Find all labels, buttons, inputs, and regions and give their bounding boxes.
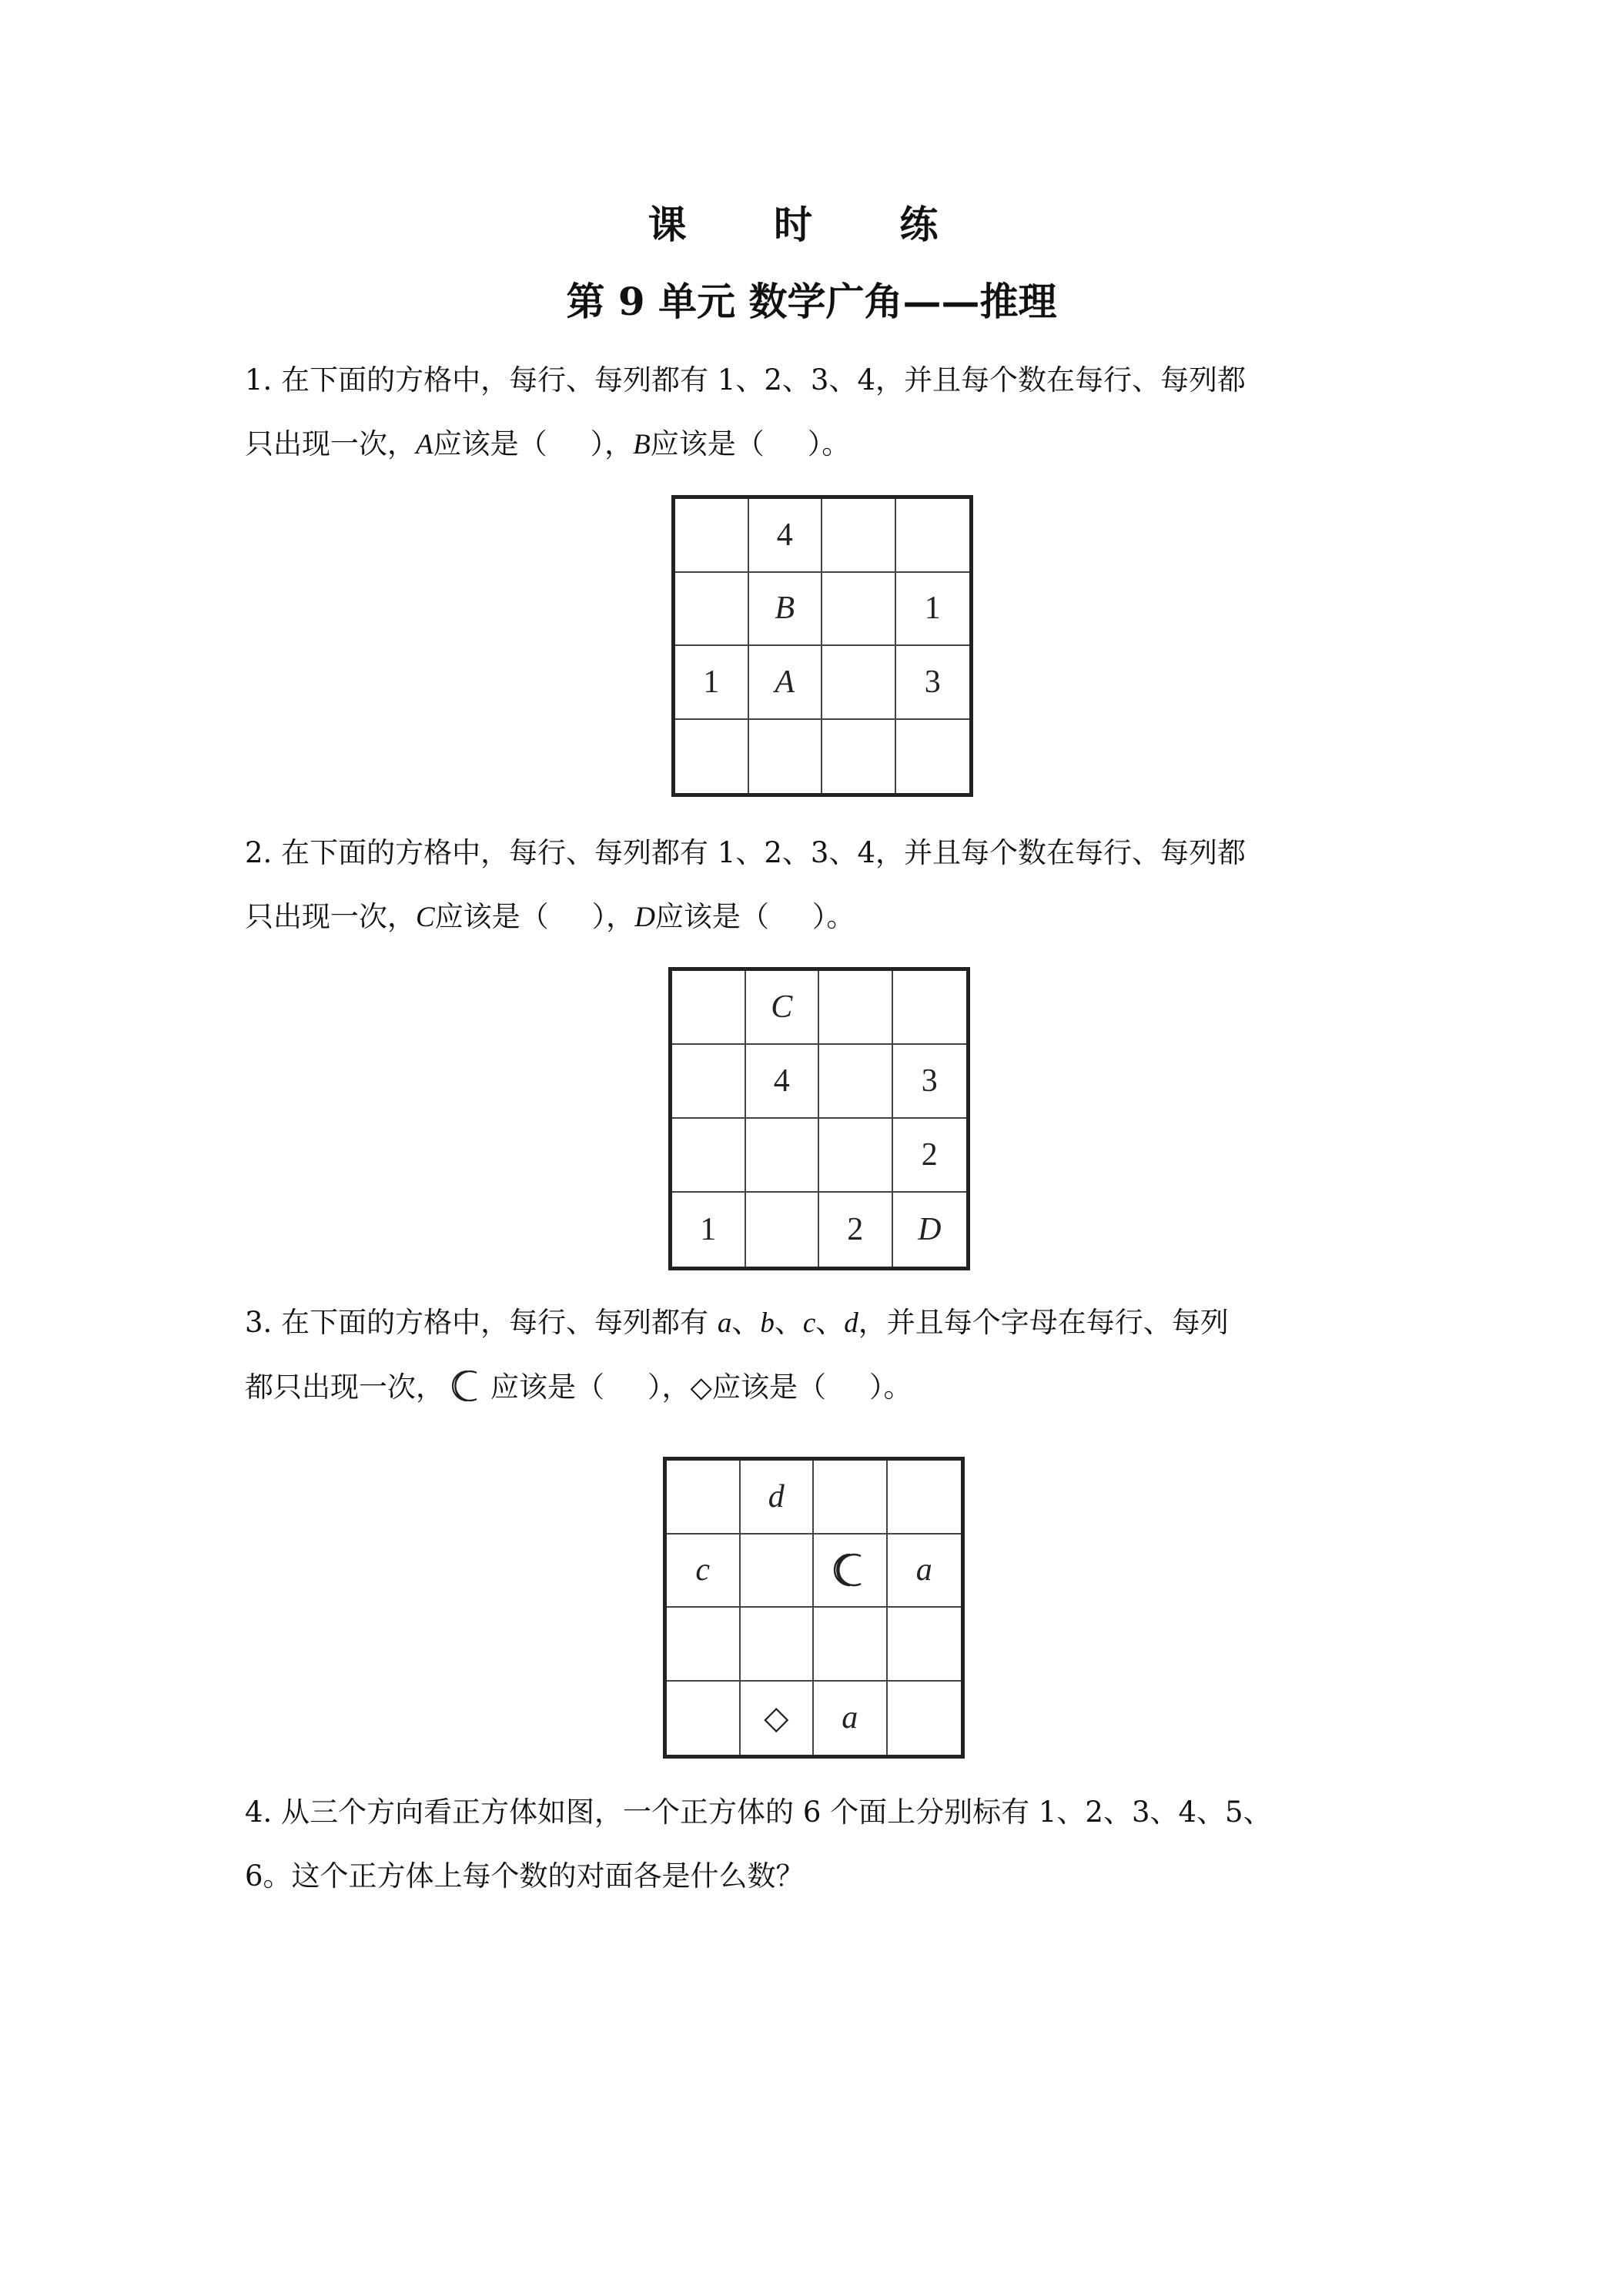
- grid-cell: [814, 1461, 888, 1535]
- grid-cell: [675, 573, 749, 647]
- question-2-line-2: 只出现一次，C应该是（ ），D应该是（ ）。: [245, 900, 855, 933]
- question-3: [245, 1290, 1381, 1425]
- grid-cell: [746, 1193, 820, 1267]
- grid-cell: [888, 1682, 962, 1755]
- question-3-grid: [663, 1457, 965, 1759]
- grid-cell: c: [667, 1535, 741, 1608]
- question-4-line-2: 6。这个正方体上每个数的对面各是什么数？: [245, 1859, 805, 1893]
- grid-cell: [893, 971, 967, 1045]
- grid-cell: 4: [746, 1045, 820, 1119]
- page-title: 课 时 练: [648, 202, 975, 247]
- grid-cell: d: [741, 1461, 815, 1535]
- question-4-line-1: 4. 从三个方向看正方体如图，一个正方体的 6 个面上分别标有 1、2、3、4、5、: [245, 1796, 1272, 1829]
- grid-cell: a: [888, 1535, 962, 1608]
- grid-cell: [675, 499, 749, 573]
- grid-cell: D: [918, 1212, 942, 1247]
- grid-cell: [746, 1119, 820, 1193]
- grid-cell: ◇: [741, 1682, 815, 1755]
- crescent-moon-icon: [444, 1361, 487, 1425]
- question-1-line-1: 1. 在下面的方格中，每行、每列都有 1、2、3、4，并且每个数在每行、每列都: [245, 363, 1246, 397]
- grid-cell: [749, 720, 823, 794]
- question-1: [245, 348, 1381, 477]
- grid-cell: [672, 971, 746, 1045]
- grid-cell: [667, 1608, 741, 1682]
- grid-cell: [822, 499, 896, 573]
- grid-cell: 1: [672, 1193, 746, 1267]
- grid-cell: [741, 1608, 815, 1682]
- question-2: [245, 821, 1381, 949]
- grid-cell: C: [746, 971, 820, 1045]
- grid-cell: [675, 720, 749, 794]
- grid-cell: [822, 646, 896, 720]
- diamond-icon: ◇: [690, 1371, 712, 1404]
- grid-cell: [741, 1535, 815, 1608]
- grid-cell: [814, 1608, 888, 1682]
- grid-cell: [819, 1119, 893, 1193]
- question-2-grid: [668, 967, 970, 1270]
- grid-cell: [667, 1461, 741, 1535]
- grid-cell: a: [814, 1682, 888, 1755]
- grid-cell: B: [749, 573, 823, 647]
- grid-cell: [896, 720, 970, 794]
- grid-cell: 3: [896, 646, 970, 720]
- grid-cell: [888, 1461, 962, 1535]
- grid-cell: [672, 1119, 746, 1193]
- question-1-grid: [671, 495, 973, 797]
- question-1-line-2: 只出现一次，A应该是（ ），B应该是（ ）。: [245, 427, 851, 460]
- grid-cell: [667, 1682, 741, 1755]
- grid-cell: 2: [819, 1193, 893, 1267]
- grid-cell: [896, 499, 970, 573]
- grid-cell: [672, 1045, 746, 1119]
- crescent-moon-icon: [814, 1535, 888, 1608]
- question-3-line-1: 3. 在下面的方格中，每行、每列都有 a、b、c、d，并且每个字母在每行、每列: [245, 1306, 1229, 1339]
- grid-cell: [888, 1608, 962, 1682]
- grid-cell: [822, 720, 896, 794]
- grid-cell: 4: [749, 499, 823, 573]
- grid-cell: 3: [893, 1045, 967, 1119]
- grid-cell: [819, 971, 893, 1045]
- grid-cell: 1: [675, 646, 749, 720]
- grid-cell: [822, 573, 896, 647]
- unit-subtitle: 第 9 单元 数学广角——推理: [566, 279, 1057, 324]
- grid-cell: A: [749, 646, 823, 720]
- grid-cell: 1: [896, 573, 970, 647]
- grid-cell: 2: [893, 1119, 967, 1193]
- question-2-line-1: 2. 在下面的方格中，每行、每列都有 1、2、3、4，并且每个数在每行、每列都: [245, 836, 1246, 869]
- grid-cell: [819, 1045, 893, 1119]
- question-3-line-2: 都只出现一次， 应该是（ ），◇应该是（ ）。: [245, 1355, 1381, 1425]
- question-4: [245, 1780, 1381, 1908]
